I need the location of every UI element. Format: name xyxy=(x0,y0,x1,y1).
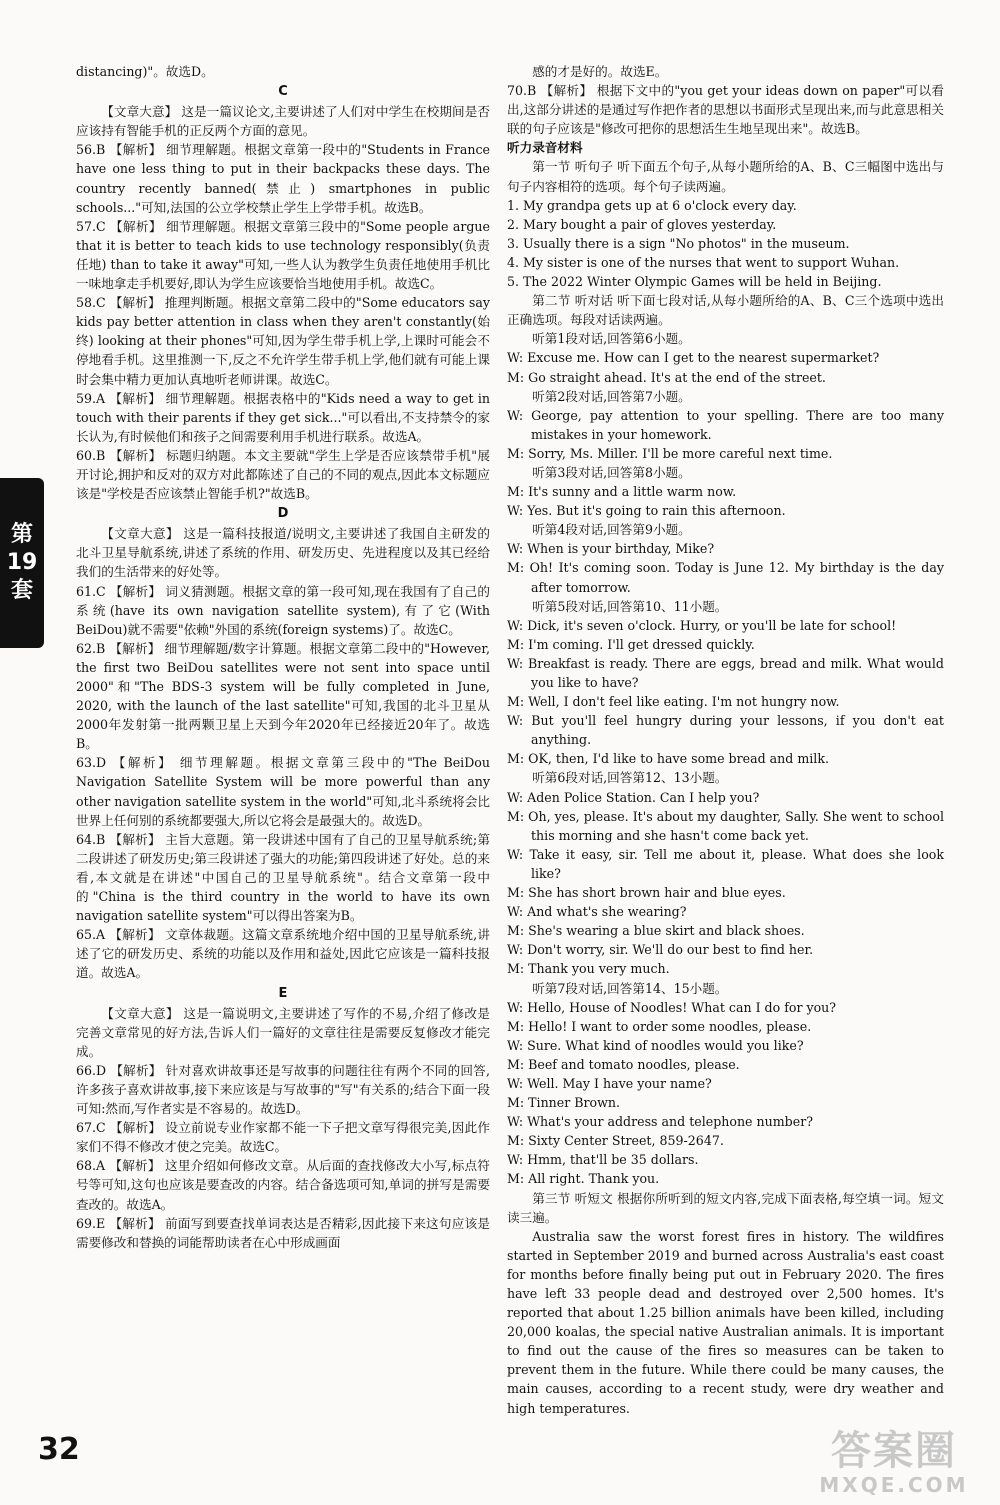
right-paragraph-27: W: But you'll feel hungry during your lessons, if you don't eat anything. xyxy=(507,713,944,748)
right-paragraph-43: W: Well. May I have your name? xyxy=(507,1075,712,1091)
watermark-sub: MXQE.COM xyxy=(819,1473,969,1497)
right-paragraph-46: M: Sixty Center Street, 859-2647. xyxy=(507,1133,724,1149)
left-paragraph-9: 【文章大意】 这是一篇科技报道/说明文,主要讲述了我国自主研发的北斗卫星导航系统,讲述了系统的作用、研发历史、先进程度以及其已经给我们的生活带来的好处等。 xyxy=(76,526,490,580)
left-paragraph-17: 66.D 【解析】 针对喜欢讲故事还是写故事的问题往往有两个不同的回答,许多孩子喜欢讲故事,接下来应该是与写故事的"写"有关系的;结合下面一段可知:然而,写作者实是不容易的。故选D。 xyxy=(76,1062,490,1117)
right-paragraph-15: M: Sorry, Ms. Miller. I'll be more careful next time. xyxy=(507,445,833,461)
right-paragraph-16: 听第3段对话,回答第8小题。 xyxy=(532,464,691,480)
right-paragraph-13: 听第2段对话,回答第7小题。 xyxy=(532,388,691,404)
watermark-main: 答案圈 xyxy=(831,1428,957,1474)
right-column xyxy=(507,62,944,1418)
left-paragraph-18: 67.C 【解析】 设立前说专业作家都不能一下子把文章写得很完美,因此作家们不得不修改才使之完美。故选C。 xyxy=(76,1120,490,1155)
side-tab-char-1: 第 xyxy=(10,522,33,547)
right-paragraph-12: M: Go straight ahead. It's at the end of the street. xyxy=(507,369,826,385)
right-paragraph-6: 3. Usually there is a sign "No photos" in the museum. xyxy=(507,235,850,251)
right-paragraph-48: M: All right. Thank you. xyxy=(507,1171,660,1187)
set-number-tab xyxy=(0,478,44,648)
right-paragraph-28: M: OK, then, I'd like to have some bread and milk. xyxy=(507,751,829,767)
left-paragraph-1: C xyxy=(278,84,288,100)
right-paragraph-29: 听第6段对话,回答第12、13小题。 xyxy=(532,770,728,786)
right-paragraph-1: 70.B 【解析】 根据下文中的"you get your ideas down on paper"可以看出,这部分讲述的是通过写作把作者的思想以书面形式呈现出来,而与此意思相关联的句子应该是"修改可把你的思想活生生地呈现出来"。故选B。 xyxy=(507,83,944,137)
right-paragraph-4: 1. My grandpa gets up at 6 o'clock every day. xyxy=(507,197,797,213)
right-paragraph-18: W: Yes. But it's going to rain this afternoon. xyxy=(507,503,786,519)
right-paragraph-25: W: Breakfast is ready. There are eggs, bread and milk. What would you like to have? xyxy=(507,655,944,690)
side-tab-char-2: 19 xyxy=(6,550,38,575)
right-paragraph-37: M: Thank you very much. xyxy=(507,961,670,977)
right-paragraph-38: 听第7段对话,回答第14、15小题。 xyxy=(532,980,728,996)
page-number: 32 xyxy=(38,1432,80,1467)
right-paragraph-17: M: It's sunny and a little warm now. xyxy=(507,484,737,500)
right-paragraph-47: W: Hmm, that'll be 35 dollars. xyxy=(507,1152,699,1168)
right-paragraph-32: W: Take it easy, sir. Tell me about it, please. What does she look like? xyxy=(507,846,944,881)
right-paragraph-5: 2. Mary bought a pair of gloves yesterday. xyxy=(507,216,777,232)
right-paragraph-9: 第二节 听对话 听下面七段对话,从每小题所给的A、B、C三个选项中选出正确选项。每段对话读两遍。 xyxy=(507,293,944,328)
right-paragraph-35: M: She's wearing a blue skirt and black shoes. xyxy=(507,923,805,939)
right-paragraph-30: W: Aden Police Station. Can I help you? xyxy=(507,789,760,805)
right-paragraph-26: M: Well, I don't feel like eating. I'm not hungry now. xyxy=(507,694,840,710)
right-paragraph-14: W: George, pay attention to your spelling. There are too many mistakes in your homework. xyxy=(507,407,944,442)
right-paragraph-20: W: When is your birthday, Mike? xyxy=(507,541,715,557)
right-paragraph-21: M: Oh! It's coming soon. Today is June 12. My birthday is the day after tomorrow. xyxy=(507,560,944,595)
right-paragraph-2: 听力录音材料 xyxy=(507,140,583,156)
right-paragraph-36: W: Don't worry, sir. We'll do our best to find her. xyxy=(507,942,814,958)
side-tab-char-3: 套 xyxy=(10,578,33,603)
watermark-logo xyxy=(804,1428,984,1498)
left-paragraph-2: 【文章大意】 这是一篇议论文,主要讲述了人们对中学生在校期间是否应该持有智能手机的正反两个方面的意见。 xyxy=(76,104,490,139)
left-paragraph-16: 【文章大意】 这是一篇说明文,主要讲述了写作的不易,介绍了修改是完善文章常见的好方法,告诉人们一篇好的文章往往是需要反复修改才能完成。 xyxy=(76,1005,490,1059)
left-paragraph-6: 59.A 【解析】 细节理解题。根据表格中的"Kids need a way to get in touch with their parents if they get sick..."可以看出,不支持禁令的家长认为,有时候他们和孩子之间需要利用手机进行联系。故选A。 xyxy=(76,390,490,444)
left-paragraph-19: 68.A 【解析】 这里介绍如何修改文章。从后面的查找修改大小写,标点符号等可知,这句也应该是要查改的内容。结合备选项可知,单词的拼写是需要查改的。故选A。 xyxy=(76,1158,490,1212)
right-paragraph-24: M: I'm coming. I'll get dressed quickly. xyxy=(507,636,755,652)
right-paragraph-8: 5. The 2022 Winter Olympic Games will be held in Beijing. xyxy=(507,274,882,290)
right-paragraph-39: W: Hello, House of Noodles! What can I do for you? xyxy=(507,999,837,1015)
right-paragraph-0: 感的才是好的。故选E。 xyxy=(532,64,668,79)
right-paragraph-50: Australia saw the worst forest fires in history. The wildfires started in September 2019 and burned across Australia's east coast for months before finally being put out in February 2020. The fires have left 33 people dead and destroyed over 2,500 homes. It's reported that about 1.25 billion animals have been killed, including 20,000 koalas, the special native Australian animals. It is important to find out the cause of the fires so measures can be taken to prevent them in the future. While there could be many causes, the main causes, according to a recent study, were dry weather and high temperatures. xyxy=(507,1228,944,1416)
right-paragraph-11: W: Excuse me. How can I get to the nearest supermarket? xyxy=(507,350,880,366)
left-paragraph-8: D xyxy=(277,506,289,522)
left-paragraph-11: 62.B 【解析】 细节理解题/数字计算题。根据文章第二段中的"However, the first two BeiDou satellites were not sent into space until 2000"和"The BDS-3 system will be fully completed in June, 2020, with the launch of the last satellite"可知,我国的北斗卫星从2000年发射第一批两颗卫星上天到今年2020年已经接近20年了。故选B。 xyxy=(76,640,490,752)
left-paragraph-5: 58.C 【解析】 推理判断题。根据文章第二段中的"Some educators say kids pay better attention in class when they aren't constantly(始终) looking at their phones"可知,因为学生带手机上学,上课时可能会不停地看手机。这里推测一下,反之不允许学生带手机上学,他们就有可能上课时会集中精力更加认真地听老师讲课。故选C。 xyxy=(76,295,490,387)
left-paragraph-13: 64.B 【解析】 主旨大意题。第一段讲述中国有了自己的卫星导航系统;第二段讲述了研发历史;第三段讲述了强大的功能;第四段讲述了好处。总的来看,本文就是在讲述"中国自己的卫星导航系统"。结合文章第一段中的"China is the third country in the world to have its own navigation satellite system"可以得出答案为B。 xyxy=(76,831,490,924)
left-paragraph-3: 56.B 【解析】 细节理解题。根据文章第一段中的"Students in France have one less thing to put in their backpacks these days. The country recently banned(禁止) smartphones in public schools..."可知,法国的公立学校禁止学生上学带手机。故选B。 xyxy=(76,142,490,215)
right-paragraph-3: 第一节 听句子 听下面五个句子,从每小题所给的A、B、C三幅图中选出与句子内容相符的选项。每个句子读两遍。 xyxy=(507,159,944,194)
right-paragraph-31: M: Oh, yes, please. It's about my daughter, Sally. She went to school this morning and she hasn't come back yet. xyxy=(507,808,944,843)
right-paragraph-22: 听第5段对话,回答第10、11小题。 xyxy=(532,598,728,614)
right-paragraph-19: 听第4段对话,回答第9小题。 xyxy=(532,522,691,538)
right-paragraph-49: 第三节 听短文 根据你所听到的短文内容,完成下面表格,每空填一词。短文读三遍。 xyxy=(507,1190,944,1225)
right-paragraph-34: W: And what's she wearing? xyxy=(507,904,687,920)
left-paragraph-12: 63.D 【解析】 细节理解题。根据文章第三段中的"The BeiDou Navigation Satellite System will be more powerful than any other navigation satellite system in the world"可知,北斗系统将会比世界上任何别的系统都要强大,所以它将会是最强大的。故选D。 xyxy=(76,755,490,828)
left-paragraph-15: E xyxy=(278,985,288,1001)
right-paragraph-40: M: Hello! I want to order some noodles, please. xyxy=(507,1018,812,1034)
left-column xyxy=(76,62,490,1252)
right-paragraph-45: W: What's your address and telephone number? xyxy=(507,1114,813,1130)
right-paragraph-7: 4. My sister is one of the nurses that went to support Wuhan. xyxy=(507,254,900,270)
right-paragraph-42: M: Beef and tomato noodles, please. xyxy=(507,1056,740,1072)
left-paragraph-14: 65.A 【解析】 文章体裁题。这篇文章系统地介绍中国的卫星导航系统,讲述了它的研发历史、系统的功能以及作用和益处,因此它应该是一篇科技报道。故选A。 xyxy=(76,927,490,981)
right-paragraph-23: W: Dick, it's seven o'clock. Hurry, or you'll be late for school! xyxy=(507,617,897,633)
right-paragraph-41: W: Sure. What kind of noodles would you like? xyxy=(507,1037,804,1053)
left-paragraph-20: 69.E 【解析】 前面写到要查找单词表达是否精彩,因此接下来这句应该是需要修改和替换的词能帮助读者在心中形成画面 xyxy=(76,1215,490,1250)
left-paragraph-7: 60.B 【解析】 标题归纳题。本文主要就"学生上学是否应该禁带手机"展开讨论,拥护和反对的双方对此都陈述了自己的不同的观点,因此本文标题应该是"学校是否应该禁止智能手机?"故选B。 xyxy=(76,447,490,502)
left-paragraph-4: 57.C 【解析】 细节理解题。根据文章第三段中的"Some people argue that it is better to teach kids to use technology responsibly(负责任地) than to take it away"可知,一些人认为教学生负责任地使用手机比一味地拿走手机要好,即认为学生应该要恰当地使用手机。故选C。 xyxy=(76,218,490,292)
left-paragraph-10: 61.C 【解析】 词义猜测题。根据文章的第一段可知,现在我国有了自己的系统(have its own navigation satellite system),有了它(With BeiDou)就不需要"依赖"外国的系统(foreign systems)了。故选C。 xyxy=(76,583,490,637)
right-paragraph-10: 听第1段对话,回答第6小题。 xyxy=(532,331,691,347)
right-paragraph-33: M: She has short brown hair and blue eyes. xyxy=(507,885,786,901)
left-paragraph-0: distancing)"。故选D。 xyxy=(76,64,214,79)
right-paragraph-44: M: Tinner Brown. xyxy=(507,1095,621,1111)
